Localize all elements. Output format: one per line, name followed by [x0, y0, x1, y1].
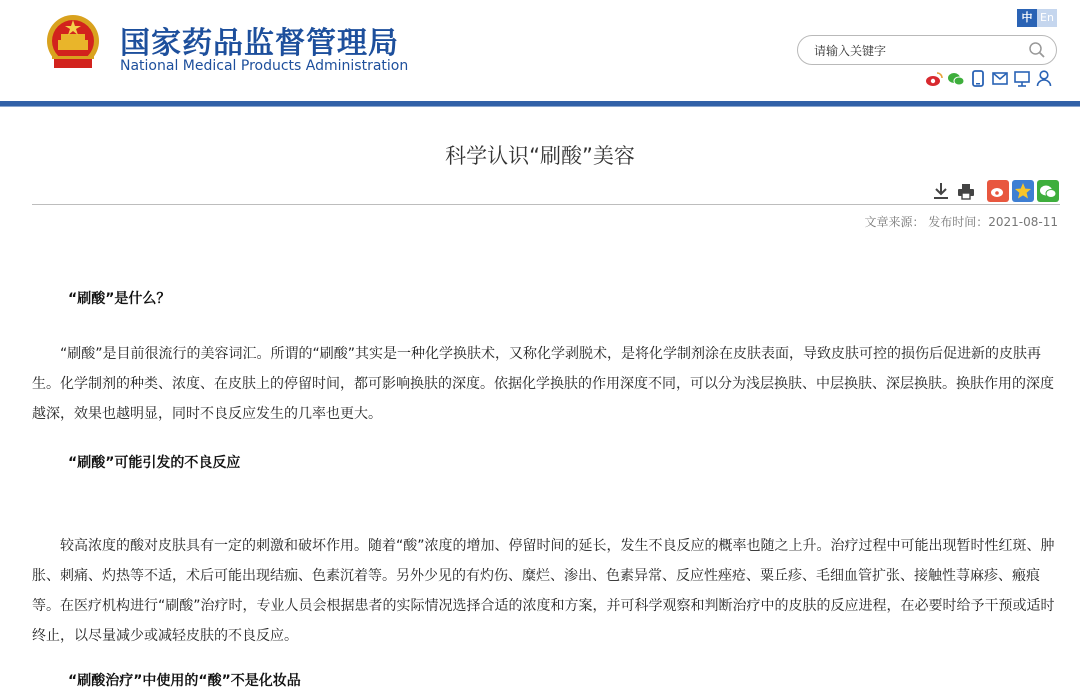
section-heading: “刷酸治疗”中使用的“酸”不是化妆品 [68, 673, 301, 689]
wechat-share-icon[interactable] [1037, 180, 1059, 202]
user-icon[interactable] [1034, 69, 1053, 88]
site-header [0, 0, 1080, 103]
wechat-icon[interactable] [946, 69, 965, 88]
search-icon[interactable] [1028, 41, 1046, 59]
section-paragraph: 较高浓度的酸对皮肤具有一定的刺激和破坏作用。随着“酸”浓度的增加、停留时间的延长，发生不良反应的概率也随之上升。治疗过程中可能出现暂时性红斑、肿胀、刺痛、灼热等不适，术后可能出现结痂、色素沉着等。另外少见的有灼伤、糜烂、渗出、色素异常、反应性痤疮、粟丘疹、毛细血管扩张、接触性荨麻疹、瘢痕等。在医疗机构进行“刷酸”治疗时，专业人员会根据患者的实际情况选择合适的浓度和方案，并可科学观察和判断治疗中的皮肤的反应进程，在必要时给予干预或适时终止，以尽量减少或减轻皮肤的不良反应。 [32, 538, 1055, 644]
lang-zh-button[interactable]: 中 [1017, 9, 1037, 27]
feedback-icon[interactable] [1012, 69, 1031, 88]
title-divider [32, 204, 1060, 205]
header-toolbar [924, 69, 1056, 88]
site-title-en[interactable]: National Medical Products Administration [120, 58, 409, 74]
email-icon[interactable] [990, 69, 1009, 88]
mobile-icon[interactable] [968, 69, 987, 88]
section-paragraph: “刷酸”是目前很流行的美容词汇。所谓的“刷酸”其实是一种化学换肤术，又称化学剥脱术，是将化学制剂涂在皮肤表面，导致皮肤可控的损伤后促进新的皮肤再生。化学制剂的种类、浓度、在皮肤上的停留时间，都可影响换肤的深度。依据化学换肤的作用深度不同，可以分为浅层换肤、中层换肤、深层换肤。换肤作用的深度越深，效果也越明显，同时不良反应发生的几率也更大。 [32, 346, 1054, 422]
header-divider-thin [0, 106, 1080, 107]
section-heading: “刷酸”可能引发的不良反应 [68, 455, 241, 471]
search-input[interactable] [812, 41, 1016, 61]
lang-en-button[interactable]: En [1037, 9, 1057, 27]
print-icon[interactable] [955, 180, 977, 202]
section-heading: “刷酸”是什么？ [68, 291, 171, 307]
weibo-icon[interactable] [924, 69, 943, 88]
qzone-share-icon[interactable] [1012, 180, 1034, 202]
site-title-cn[interactable]: 国家药品监督管理局 [120, 26, 399, 61]
download-icon[interactable] [930, 180, 952, 202]
article-meta: 文章来源： 发布时间：2021-08-11 [864, 215, 1058, 229]
search-box [797, 35, 1057, 65]
article-actions [930, 180, 1062, 202]
national-emblem-logo[interactable] [44, 14, 102, 74]
language-switch [1017, 9, 1057, 27]
weibo-share-icon[interactable] [987, 180, 1009, 202]
article-title: 科学认识“刷酸”美容 [445, 144, 635, 168]
